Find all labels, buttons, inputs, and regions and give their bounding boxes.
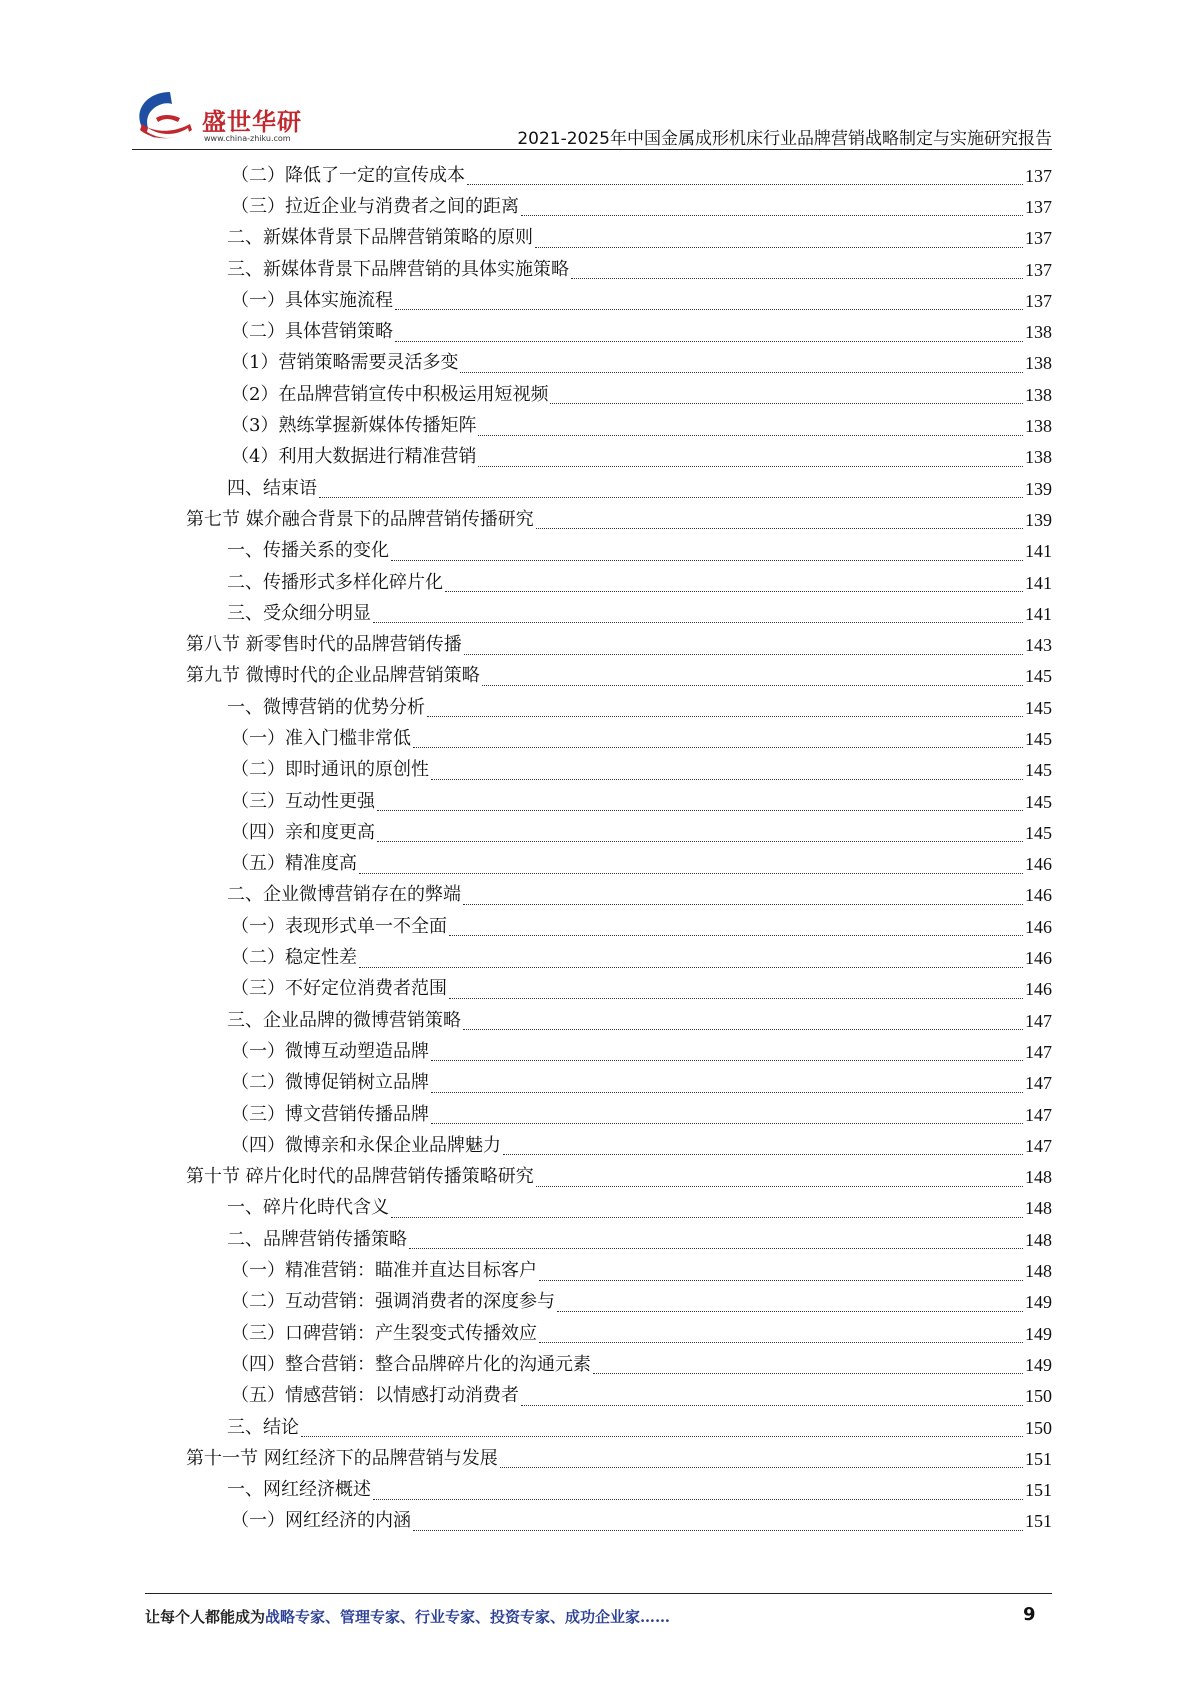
toc-entry[interactable] xyxy=(186,629,1052,660)
toc-entry-label: 第十一节 网红经济下的品牌营销与发展 xyxy=(186,1447,498,1469)
toc-entry-label: （4）利用大数据进行精准营销 xyxy=(231,446,477,468)
toc-entry-page: 147 xyxy=(1025,1073,1052,1094)
toc-entry-label: （四）整合营销：整合品牌碎片化的沟通元素 xyxy=(231,1353,591,1375)
toc-leader-dots xyxy=(301,1422,1023,1437)
company-logo xyxy=(132,88,322,148)
toc-entry[interactable] xyxy=(186,504,1052,535)
toc-leader-dots xyxy=(536,1172,1023,1187)
toc-entry[interactable] xyxy=(186,723,1052,754)
table-of-contents xyxy=(186,160,1052,1537)
toc-entry-label: 三、受众细分明显 xyxy=(227,602,371,624)
toc-leader-dots xyxy=(431,1046,1023,1061)
toc-entry-page: 147 xyxy=(1025,1010,1052,1031)
toc-entry[interactable] xyxy=(186,1381,1052,1412)
toc-leader-dots xyxy=(445,577,1023,592)
toc-leader-dots xyxy=(373,608,1023,623)
toc-entry-page: 141 xyxy=(1025,572,1052,593)
toc-leader-dots xyxy=(431,1109,1023,1124)
toc-entry[interactable] xyxy=(186,160,1052,191)
toc-entry[interactable] xyxy=(186,755,1052,786)
page-number: 9 xyxy=(1023,1604,1036,1625)
toc-entry[interactable] xyxy=(186,410,1052,441)
toc-entry-page: 145 xyxy=(1025,791,1052,812)
toc-leader-dots xyxy=(427,702,1023,717)
toc-entry-page: 148 xyxy=(1025,1261,1052,1282)
toc-entry[interactable] xyxy=(186,880,1052,911)
toc-entry[interactable] xyxy=(186,223,1052,254)
toc-entry-label: （一）精准营销：瞄准并直达目标客户 xyxy=(231,1260,537,1282)
toc-entry-label: （二）降低了一定的宣传成本 xyxy=(231,164,465,186)
toc-entry-label: 第十节 碎片化时代的品牌营销传播策略研究 xyxy=(186,1166,534,1188)
toc-entry-page: 137 xyxy=(1025,228,1052,249)
toc-entry-page: 150 xyxy=(1025,1386,1052,1407)
toc-entry-label: （二）稳定性差 xyxy=(231,947,357,969)
toc-entry[interactable] xyxy=(186,1099,1052,1130)
toc-leader-dots xyxy=(536,514,1023,529)
toc-entry[interactable] xyxy=(186,1474,1052,1505)
toc-entry-label: （一）表现形式单一不全面 xyxy=(231,915,447,937)
toc-leader-dots xyxy=(431,1078,1023,1093)
toc-entry-page: 137 xyxy=(1025,259,1052,280)
toc-entry[interactable] xyxy=(186,1349,1052,1380)
footer-slogan xyxy=(145,1606,670,1627)
toc-entry-label: 一、传播关系的变化 xyxy=(227,540,389,562)
toc-entry[interactable] xyxy=(186,849,1052,880)
toc-entry[interactable] xyxy=(186,316,1052,347)
toc-leader-dots xyxy=(557,1297,1023,1312)
toc-leader-dots xyxy=(482,671,1023,686)
toc-leader-dots xyxy=(478,452,1023,467)
toc-leader-dots xyxy=(500,1453,1023,1468)
toc-entry-page: 147 xyxy=(1025,1104,1052,1125)
toc-entry-page: 143 xyxy=(1025,635,1052,656)
toc-entry-label: （2）在品牌营销宣传中积极运用短视频 xyxy=(231,383,549,405)
toc-entry-label: （二）即时通讯的原创性 xyxy=(231,759,429,781)
toc-entry[interactable] xyxy=(186,786,1052,817)
toc-leader-dots xyxy=(539,1328,1023,1343)
toc-entry-label: （3）熟练掌握新媒体传播矩阵 xyxy=(231,415,477,437)
toc-entry-page: 148 xyxy=(1025,1167,1052,1188)
footer-divider xyxy=(145,1593,1052,1594)
toc-leader-dots xyxy=(359,953,1023,968)
toc-entry-page: 145 xyxy=(1025,728,1052,749)
toc-leader-dots xyxy=(535,233,1023,248)
toc-entry-page: 145 xyxy=(1025,822,1052,843)
toc-entry-page: 150 xyxy=(1025,1417,1052,1438)
toc-entry-page: 148 xyxy=(1025,1198,1052,1219)
toc-entry[interactable] xyxy=(186,598,1052,629)
toc-entry[interactable] xyxy=(186,942,1052,973)
toc-entry[interactable] xyxy=(186,473,1052,504)
toc-entry-page: 147 xyxy=(1025,1041,1052,1062)
toc-entry-label: 三、结论 xyxy=(227,1416,299,1438)
toc-entry[interactable] xyxy=(186,1224,1052,1255)
toc-entry-page: 149 xyxy=(1025,1323,1052,1344)
toc-entry-page: 138 xyxy=(1025,416,1052,437)
toc-entry-page: 137 xyxy=(1025,290,1052,311)
toc-entry-page: 149 xyxy=(1025,1292,1052,1313)
toc-entry-label: 第八节 新零售时代的品牌营销传播 xyxy=(186,634,462,656)
toc-entry-page: 146 xyxy=(1025,948,1052,969)
toc-entry-page: 141 xyxy=(1025,541,1052,562)
toc-leader-dots xyxy=(413,733,1023,748)
toc-leader-dots xyxy=(359,859,1023,874)
toc-entry[interactable] xyxy=(186,348,1052,379)
footer-slogan-suffix: …… xyxy=(640,1608,671,1626)
toc-entry[interactable] xyxy=(186,191,1052,222)
toc-entry-page: 137 xyxy=(1025,165,1052,186)
footer-slogan-prefix: 让每个人都能成为 xyxy=(145,1608,266,1626)
toc-entry-label: （一）微博互动塑造品牌 xyxy=(231,1040,429,1062)
toc-entry-label: （一）具体实施流程 xyxy=(231,289,393,311)
toc-leader-dots xyxy=(391,546,1023,561)
footer-slogan-highlight: 战略专家、管理专家、行业专家、投资专家、成功企业家 xyxy=(265,1608,641,1626)
toc-leader-dots xyxy=(431,765,1023,780)
toc-entry[interactable] xyxy=(186,379,1052,410)
toc-entry[interactable] xyxy=(186,1318,1052,1349)
toc-entry[interactable] xyxy=(186,911,1052,942)
toc-entry[interactable] xyxy=(186,1005,1052,1036)
toc-entry-label: 二、企业微博营销存在的弊端 xyxy=(227,884,461,906)
toc-entry[interactable] xyxy=(186,254,1052,285)
toc-entry-label: （一）准入门槛非常低 xyxy=(231,727,411,749)
toc-leader-dots xyxy=(539,1266,1023,1281)
toc-leader-dots xyxy=(460,358,1023,373)
toc-entry[interactable] xyxy=(186,285,1052,316)
toc-entry-page: 145 xyxy=(1025,760,1052,781)
logo-url: www.china-zhiku.com xyxy=(204,134,291,143)
toc-entry-page: 138 xyxy=(1025,447,1052,468)
toc-entry[interactable] xyxy=(186,1287,1052,1318)
toc-entry-label: （1）营销策略需要灵活多变 xyxy=(231,352,459,374)
toc-entry-page: 137 xyxy=(1025,196,1052,217)
toc-leader-dots xyxy=(413,1516,1023,1531)
toc-leader-dots xyxy=(395,327,1023,342)
toc-leader-dots xyxy=(463,1015,1023,1030)
toc-entry-page: 138 xyxy=(1025,384,1052,405)
toc-entry-label: 一、微博营销的优势分析 xyxy=(227,696,425,718)
toc-leader-dots xyxy=(377,796,1023,811)
toc-entry[interactable] xyxy=(186,1506,1052,1537)
toc-entry-page: 151 xyxy=(1025,1511,1052,1532)
page-header xyxy=(132,88,1052,150)
toc-leader-dots xyxy=(449,921,1023,936)
toc-entry-page: 151 xyxy=(1025,1480,1052,1501)
toc-leader-dots xyxy=(463,890,1023,905)
toc-entry-page: 148 xyxy=(1025,1229,1052,1250)
toc-leader-dots xyxy=(373,1485,1023,1500)
toc-entry[interactable] xyxy=(186,567,1052,598)
toc-entry[interactable] xyxy=(186,536,1052,567)
toc-entry[interactable] xyxy=(186,1036,1052,1067)
toc-entry-page: 138 xyxy=(1025,322,1052,343)
toc-entry-page: 139 xyxy=(1025,509,1052,530)
toc-entry-label: （三）博文营销传播品牌 xyxy=(231,1103,429,1125)
toc-entry-label: 三、新媒体背景下品牌营销的具体实施策略 xyxy=(227,258,569,280)
toc-entry-page: 139 xyxy=(1025,478,1052,499)
toc-entry-page: 149 xyxy=(1025,1354,1052,1375)
header-divider xyxy=(132,149,1052,150)
toc-entry-label: 第七节 媒介融合背景下的品牌营销传播研究 xyxy=(186,508,534,530)
toc-entry-page: 145 xyxy=(1025,666,1052,687)
toc-entry[interactable] xyxy=(186,974,1052,1005)
toc-leader-dots xyxy=(521,201,1023,216)
toc-entry[interactable] xyxy=(186,1162,1052,1193)
toc-entry[interactable] xyxy=(186,1068,1052,1099)
toc-entry-label: （三）不好定位消费者范围 xyxy=(231,978,447,1000)
toc-entry[interactable] xyxy=(186,692,1052,723)
logo-text: 盛世华研 xyxy=(202,108,302,136)
toc-entry-page: 146 xyxy=(1025,885,1052,906)
toc-entry-label: 四、结束语 xyxy=(227,477,317,499)
toc-entry-label: 一、碎片化時代含义 xyxy=(227,1197,389,1219)
toc-entry[interactable] xyxy=(186,1130,1052,1161)
toc-entry-label: （一）网红经济的内涵 xyxy=(231,1510,411,1532)
toc-entry[interactable] xyxy=(186,1443,1052,1474)
toc-entry-label: （五）情感营销：以情感打动消费者 xyxy=(231,1385,519,1407)
toc-entry-page: 151 xyxy=(1025,1448,1052,1469)
toc-entry-page: 145 xyxy=(1025,697,1052,718)
toc-leader-dots xyxy=(521,1391,1023,1406)
toc-entry-label: 二、品牌营销传播策略 xyxy=(227,1228,407,1250)
toc-entry-label: 二、新媒体背景下品牌营销策略的原则 xyxy=(227,227,533,249)
toc-entry-page: 138 xyxy=(1025,353,1052,374)
toc-leader-dots xyxy=(550,389,1023,404)
toc-leader-dots xyxy=(409,1234,1023,1249)
toc-leader-dots xyxy=(377,827,1023,842)
toc-entry-label: （五）精准度高 xyxy=(231,853,357,875)
toc-leader-dots xyxy=(593,1359,1023,1374)
toc-leader-dots xyxy=(319,483,1023,498)
toc-leader-dots xyxy=(503,1140,1023,1155)
toc-entry[interactable] xyxy=(186,661,1052,692)
toc-entry[interactable] xyxy=(186,1255,1052,1286)
toc-entry[interactable] xyxy=(186,442,1052,473)
toc-entry[interactable] xyxy=(186,1193,1052,1224)
toc-entry-label: （二）微博促销树立品牌 xyxy=(231,1072,429,1094)
toc-entry-label: 三、企业品牌的微博营销策略 xyxy=(227,1009,461,1031)
toc-entry-page: 146 xyxy=(1025,854,1052,875)
toc-entry-label: （三）互动性更强 xyxy=(231,790,375,812)
toc-entry-label: 第九节 微博时代的企业品牌营销策略 xyxy=(186,665,480,687)
logo-emblem-icon xyxy=(132,88,202,148)
toc-entry-label: （二）互动营销：强调消费者的深度参与 xyxy=(231,1291,555,1313)
toc-leader-dots xyxy=(478,421,1023,436)
toc-entry-page: 146 xyxy=(1025,979,1052,1000)
toc-leader-dots xyxy=(571,264,1023,279)
toc-entry-label: （三）口碑营销：产生裂变式传播效应 xyxy=(231,1322,537,1344)
toc-entry[interactable] xyxy=(186,1412,1052,1443)
toc-leader-dots xyxy=(449,984,1023,999)
toc-entry-label: （四）亲和度更高 xyxy=(231,821,375,843)
toc-leader-dots xyxy=(391,1203,1023,1218)
toc-entry-page: 146 xyxy=(1025,916,1052,937)
toc-entry[interactable] xyxy=(186,817,1052,848)
toc-leader-dots xyxy=(395,295,1023,310)
toc-entry-label: （二）具体营销策略 xyxy=(231,321,393,343)
toc-leader-dots xyxy=(464,640,1023,655)
toc-leader-dots xyxy=(467,170,1023,185)
document-title: 2021-2025年中国金属成形机床行业品牌营销战略制定与实施研究报告 xyxy=(517,129,1052,149)
toc-entry-label: （四）微博亲和永保企业品牌魅力 xyxy=(231,1134,501,1156)
toc-entry-label: 一、网红经济概述 xyxy=(227,1479,371,1501)
toc-entry-page: 141 xyxy=(1025,603,1052,624)
toc-entry-page: 147 xyxy=(1025,1135,1052,1156)
toc-entry-label: （三）拉近企业与消费者之间的距离 xyxy=(231,195,519,217)
toc-entry-label: 二、传播形式多样化碎片化 xyxy=(227,571,443,593)
